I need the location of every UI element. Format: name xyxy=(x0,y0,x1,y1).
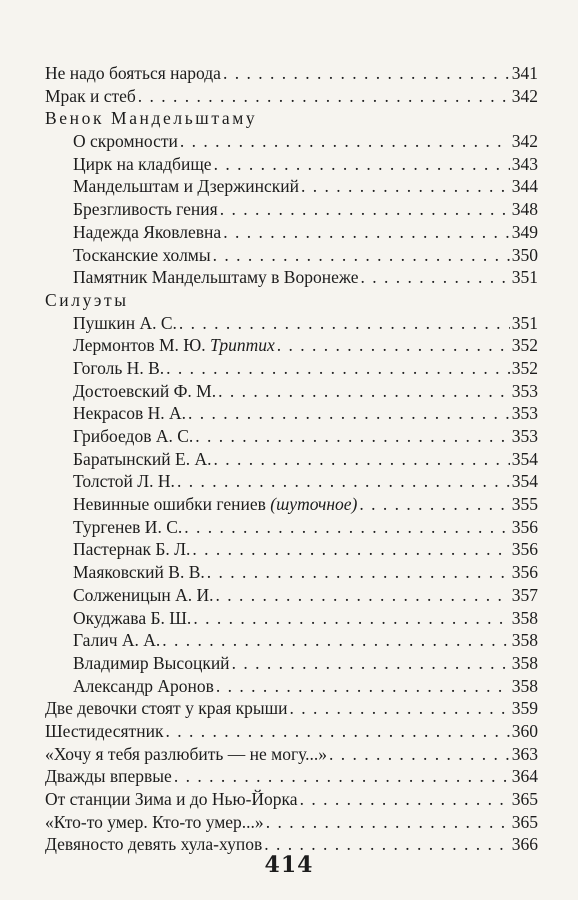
toc-entry-title-text: Александр Аронов xyxy=(73,675,214,696)
toc-entry xyxy=(45,221,538,244)
toc-entry-title xyxy=(45,765,172,788)
toc-entry xyxy=(45,312,538,335)
toc-page-number: 354 xyxy=(511,448,538,469)
toc-entry-title-text: Баратынский Е. А. xyxy=(73,448,212,469)
toc-entry-title xyxy=(45,720,163,743)
toc-entry-title-text: Надежда Яковлевна xyxy=(73,221,222,242)
toc-entry-title-text: «Хочу я тебя разлюбить — не могу...» xyxy=(45,743,328,764)
toc-entry-title xyxy=(73,470,175,493)
toc-entry-title xyxy=(45,811,264,834)
toc-entry xyxy=(45,629,538,652)
toc-page-number: 352 xyxy=(511,335,538,356)
toc-page-number: 344 xyxy=(511,176,538,197)
toc-entry-title-text: Гоголь Н. В. xyxy=(73,357,165,378)
toc-entry xyxy=(45,425,538,448)
toc-entry-title xyxy=(73,266,359,289)
toc-entry xyxy=(45,402,538,425)
toc-page-number: 357 xyxy=(511,584,538,605)
toc-entry-title-text: Лермонтов М. Ю. xyxy=(73,335,206,356)
toc-leader-dots xyxy=(138,85,510,108)
toc-page-number: 356 xyxy=(511,562,538,583)
toc-leader-dots xyxy=(300,788,510,811)
toc-page-number: 342 xyxy=(511,131,538,152)
toc-entry xyxy=(45,130,538,153)
toc-page-number: 363 xyxy=(511,743,538,764)
toc-entry xyxy=(45,198,538,221)
toc-page-number: 356 xyxy=(511,516,538,537)
toc-entry xyxy=(45,697,538,720)
toc-leader-dots xyxy=(223,221,510,244)
toc-leader-dots xyxy=(277,334,510,357)
toc-entry-title xyxy=(45,743,327,766)
toc-entry-title xyxy=(45,697,288,720)
toc-entry-title-text: Пушкин А. С. xyxy=(73,312,177,333)
toc-entry-title-text: Шестидесятник xyxy=(45,720,164,741)
toc-page-number: 353 xyxy=(511,403,538,424)
toc-entry xyxy=(45,675,538,698)
toc-leader-dots xyxy=(188,402,510,425)
toc-entry-title-text: Окуджава Б. Ш. xyxy=(73,607,192,628)
toc-page-number: 353 xyxy=(511,426,538,446)
toc-entry xyxy=(45,811,538,834)
toc-entry-title-text: Солженицын А. И. xyxy=(73,584,214,605)
toc-entry-title xyxy=(73,448,211,471)
toc-leader-dots xyxy=(301,175,510,198)
toc-entry-title xyxy=(73,629,160,652)
toc-entry xyxy=(45,561,538,584)
toc-leader-dots xyxy=(174,765,510,788)
toc-page-number: 358 xyxy=(511,630,538,651)
toc-entry-title-text: Толстой Л. Н. xyxy=(73,471,175,492)
toc-entry-title xyxy=(73,493,357,516)
toc-entry xyxy=(45,380,538,403)
toc-entry xyxy=(45,266,538,289)
toc-page-number: 348 xyxy=(511,199,538,220)
toc-entry-title xyxy=(73,561,205,584)
toc-leader-dots xyxy=(195,425,509,448)
toc-entry-title xyxy=(73,402,186,425)
toc-entry-italic-note: Триптих xyxy=(210,335,275,356)
toc-entry xyxy=(45,493,538,516)
toc-entry-title-text: Галич А. А. xyxy=(73,630,161,651)
toc-page-number: 364 xyxy=(511,766,538,787)
toc-entry xyxy=(45,153,538,176)
toc-leader-dots xyxy=(216,675,510,698)
toc-entry-title xyxy=(45,62,221,85)
toc-entry-title-text: Две девочки стоят у края крыши xyxy=(45,698,288,719)
toc-entry xyxy=(45,448,538,471)
toc-leader-dots xyxy=(359,493,509,516)
toc-entry-title-text: Грибоедов А. С. xyxy=(73,426,194,446)
toc-page-number: 350 xyxy=(511,244,538,265)
toc-entry-title xyxy=(73,175,299,198)
toc-entry-title xyxy=(73,425,193,448)
toc-entry-title xyxy=(73,516,182,539)
toc-entry xyxy=(45,743,538,766)
toc-leader-dots xyxy=(361,266,510,289)
toc-entry-title-text: Достоевский Ф. М. xyxy=(73,380,217,401)
toc-leader-dots xyxy=(177,470,510,493)
toc-entry-title-text: «Кто-то умер. Кто-то умер...» xyxy=(45,811,264,832)
toc-leader-dots xyxy=(180,130,510,153)
toc-entry-title-text: Тургенев И. С. xyxy=(73,516,183,537)
toc-section-heading: Венок Мандельштаму xyxy=(45,108,258,129)
toc-entry xyxy=(45,62,538,85)
toc-page-number: 360 xyxy=(511,720,538,741)
toc-entry xyxy=(45,516,538,539)
toc-entry-title-text: О скромности xyxy=(73,131,178,152)
toc-entry-title xyxy=(73,584,214,607)
toc-entry-title xyxy=(73,334,275,357)
toc-entry xyxy=(45,470,538,493)
toc-entry-title xyxy=(73,198,218,221)
toc-entry-title xyxy=(73,153,212,176)
toc-page-number: 342 xyxy=(511,85,538,106)
toc-entry-title-text: От станции Зима и до Нью-Йорка xyxy=(45,789,298,809)
toc-entry xyxy=(45,788,538,811)
toc-leader-dots xyxy=(213,244,510,267)
toc-entry xyxy=(45,334,538,357)
toc-page-number: 366 xyxy=(511,834,538,855)
toc-page-number: 358 xyxy=(511,652,538,673)
toc-entry-title xyxy=(73,244,211,267)
toc-entry-title-text: Мандельштам и Дзержинский xyxy=(73,176,299,197)
toc-leader-dots xyxy=(290,697,510,720)
toc-entry-title-text: Некрасов Н. А. xyxy=(73,403,186,424)
toc-page-number: 353 xyxy=(511,380,538,401)
toc-leader-dots xyxy=(193,607,509,630)
toc-page-number: 352 xyxy=(511,357,538,378)
toc-entry xyxy=(45,652,538,675)
toc-page-number: 351 xyxy=(511,267,538,288)
toc-page-number: 343 xyxy=(511,153,538,174)
toc-entry-title xyxy=(73,652,230,675)
toc-page-number: 349 xyxy=(511,221,538,242)
toc-entry xyxy=(45,175,538,198)
toc-leader-dots xyxy=(214,153,510,176)
toc-entry xyxy=(45,85,538,108)
toc-entry-title xyxy=(45,788,298,811)
toc-leader-dots xyxy=(223,62,510,85)
toc-leader-dots xyxy=(232,652,510,675)
toc-page-number: 359 xyxy=(511,698,538,719)
toc-entry xyxy=(45,607,538,630)
toc-page-number: 365 xyxy=(511,789,538,809)
toc-entry-title xyxy=(73,380,216,403)
toc-entry-title-text: Брезгливость гения xyxy=(73,199,218,220)
toc-page-number: 354 xyxy=(511,471,538,492)
toc-entry-title-text: Памятник Мандельштаму в Воронеже xyxy=(73,267,359,288)
toc-leader-dots xyxy=(184,516,510,539)
toc-entry-title-text: Мрак и стеб xyxy=(45,85,136,106)
toc-leader-dots xyxy=(162,629,509,652)
toc-page-number: 358 xyxy=(511,675,538,696)
toc-entry xyxy=(45,765,538,788)
toc-entry-title xyxy=(73,538,190,561)
toc-entry xyxy=(45,584,538,607)
toc-section-heading: Силуэты xyxy=(45,289,129,310)
toc-page-number: 351 xyxy=(511,312,538,333)
toc-entry-title-text: Цирк на кладбище xyxy=(73,153,212,174)
toc-entry-title-text: Тосканские холмы xyxy=(73,244,211,265)
toc-leader-dots xyxy=(165,720,509,743)
toc-entry-title-text: Не надо бояться народа xyxy=(45,63,221,83)
toc-entry-title xyxy=(45,85,136,108)
toc-page-number: 358 xyxy=(511,607,538,628)
toc-entry xyxy=(45,538,538,561)
toc-entry-title-text: Маяковский В. В. xyxy=(73,562,205,583)
toc-entry-title xyxy=(73,312,177,335)
toc-entry-title xyxy=(73,130,178,153)
toc-entry-title xyxy=(73,357,164,380)
toc-leader-dots xyxy=(266,811,510,834)
toc-leader-dots xyxy=(329,743,510,766)
toc-entry xyxy=(45,244,538,267)
toc-entry-title-text: Девяносто девять хула-хупов xyxy=(45,834,263,855)
toc-leader-dots xyxy=(218,380,510,403)
toc-entry xyxy=(45,357,538,380)
toc-page-number: 341 xyxy=(511,63,538,83)
toc-page-number: 365 xyxy=(511,811,538,832)
toc-entry xyxy=(45,720,538,743)
toc-leader-dots xyxy=(166,357,510,380)
toc-entry-title-text: Дважды впервые xyxy=(45,766,172,787)
toc-leader-dots xyxy=(207,561,510,584)
toc-entry-title xyxy=(73,675,214,698)
table-of-contents xyxy=(45,62,538,856)
toc-leader-dots xyxy=(192,538,509,561)
toc-entry-title xyxy=(73,221,221,244)
toc-leader-dots xyxy=(216,584,510,607)
toc-entry-title-text: Владимир Высоцкий xyxy=(73,652,230,673)
toc-leader-dots xyxy=(220,198,510,221)
toc-page-number: 355 xyxy=(511,494,538,515)
toc-entry-title-text: Пастернак Б. Л. xyxy=(73,539,191,560)
toc-page-number: 356 xyxy=(511,539,538,560)
page-number: 414 xyxy=(264,852,314,878)
toc-entry-italic-note: (шуточное) xyxy=(270,494,358,515)
toc-entry-title xyxy=(73,607,191,630)
toc-leader-dots xyxy=(213,448,509,471)
toc-entry-title-text: Невинные ошибки гениев xyxy=(73,494,266,515)
toc-leader-dots xyxy=(179,312,510,335)
